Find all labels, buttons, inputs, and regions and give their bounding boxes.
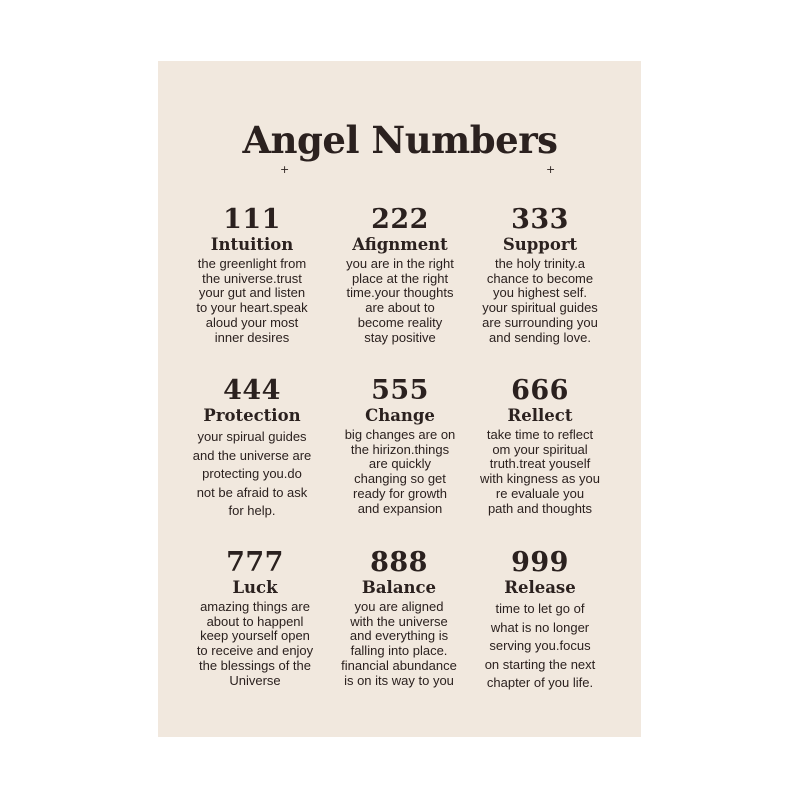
- description-line: about to happenl: [206, 613, 304, 629]
- description-line: and the universe are: [192, 447, 312, 463]
- angel-number: 333: [511, 204, 569, 235]
- number-meaning: Release: [504, 578, 576, 597]
- description-line: protecting you.do: [202, 466, 302, 481]
- number-description: [320, 428, 480, 516]
- description-line: your spiritual guides: [482, 300, 598, 316]
- description-line: your spirual guides: [197, 429, 307, 444]
- number-card-999: [460, 549, 620, 693]
- description-line: aloud your most: [205, 314, 299, 330]
- page-title: Angel Numbers: [242, 118, 558, 162]
- number-card-333: [460, 206, 620, 345]
- description-line: take time to reflect: [486, 427, 594, 442]
- description-line: with the universe: [350, 613, 448, 629]
- description-line: the blessings of the: [198, 657, 312, 673]
- sparkle-icon: +: [280, 163, 290, 176]
- angel-number: 111: [223, 204, 281, 235]
- description-line: re evaluale you: [495, 485, 585, 501]
- description-line: and everything is: [349, 628, 449, 644]
- description-line: chapter of you life.: [486, 675, 594, 690]
- number-card-888: [319, 549, 479, 688]
- description-line: not be afraid to ask: [196, 484, 308, 500]
- description-line: chance to become: [486, 270, 594, 286]
- number-card-111: [172, 206, 332, 345]
- description-line: stay positive: [364, 329, 436, 345]
- description-line: what is no longer: [490, 619, 590, 635]
- angel-number: 444: [223, 375, 281, 406]
- number-description: [319, 600, 479, 688]
- description-line: amazing things are: [200, 599, 310, 614]
- angel-number: 555: [371, 375, 429, 406]
- number-description: [175, 600, 335, 688]
- description-line: ready for growth: [353, 485, 447, 501]
- number-meaning: Protection: [203, 406, 301, 425]
- description-line: on starting the next: [484, 656, 596, 672]
- number-card-444: [172, 377, 332, 521]
- description-line: you are in the right: [346, 256, 454, 271]
- description-line: become reality: [357, 314, 443, 330]
- number-meaning: Luck: [232, 578, 278, 597]
- number-card-222: [320, 206, 480, 345]
- description-line: changing so get: [354, 471, 446, 487]
- number-card-666: [460, 377, 620, 516]
- description-line: to receive and enjoy: [196, 643, 314, 659]
- description-line: with kingness as you: [480, 471, 600, 487]
- description-line: time.your thoughts: [346, 285, 454, 301]
- description-line: om your spiritual: [492, 441, 588, 457]
- number-card-777: [175, 549, 335, 688]
- number-meaning: Support: [502, 235, 578, 254]
- description-line: you highest self.: [493, 285, 587, 301]
- description-line: you are aligned: [354, 599, 444, 614]
- description-line: the hirizon.things: [350, 441, 450, 457]
- description-line: and expansion: [357, 500, 443, 516]
- description-line: your gut and listen: [198, 285, 306, 301]
- number-description: [460, 600, 620, 693]
- number-description: [460, 257, 620, 345]
- number-card-555: [320, 377, 480, 516]
- angel-number: 777: [226, 547, 284, 578]
- description-line: to your heart.speak: [196, 300, 308, 316]
- description-line: big changes are on: [344, 427, 456, 442]
- description-line: truth.treat youself: [489, 456, 591, 472]
- number-meaning: Change: [365, 406, 435, 425]
- number-meaning: Balance: [361, 578, 437, 597]
- description-line: the greenlight from: [197, 256, 307, 271]
- description-line: falling into place.: [350, 643, 448, 659]
- description-line: and sending love.: [489, 329, 591, 345]
- angel-number: 666: [511, 375, 569, 406]
- number-description: [320, 257, 480, 345]
- number-description: [460, 428, 620, 516]
- description-line: is on its way to you: [344, 672, 454, 688]
- description-line: are quickly: [368, 456, 432, 472]
- number-description: [172, 428, 332, 521]
- description-line: are surrounding you: [482, 314, 598, 330]
- description-line: place at the right: [351, 270, 449, 286]
- description-line: keep yourself open: [200, 628, 310, 644]
- description-line: for help.: [228, 503, 276, 518]
- description-line: Universe: [229, 672, 281, 688]
- description-line: path and thoughts: [487, 500, 593, 516]
- angel-number: 222: [371, 204, 429, 235]
- description-line: the universe.trust: [202, 270, 302, 286]
- number-meaning: Intuition: [210, 235, 294, 254]
- sparkle-icon: +: [546, 163, 556, 176]
- description-line: time to let go of: [495, 601, 585, 616]
- description-line: the holy trinity.a: [494, 256, 586, 271]
- angel-number: 888: [370, 547, 428, 578]
- description-line: are about to: [365, 300, 435, 316]
- angel-number: 999: [511, 547, 569, 578]
- title-block: [0, 118, 800, 162]
- description-line: serving you.focus: [489, 638, 591, 653]
- number-meaning: Afignment: [352, 235, 448, 254]
- number-meaning: Rellect: [507, 406, 573, 425]
- description-line: financial abundance: [341, 657, 457, 673]
- description-line: inner desires: [214, 329, 290, 345]
- number-description: [172, 257, 332, 345]
